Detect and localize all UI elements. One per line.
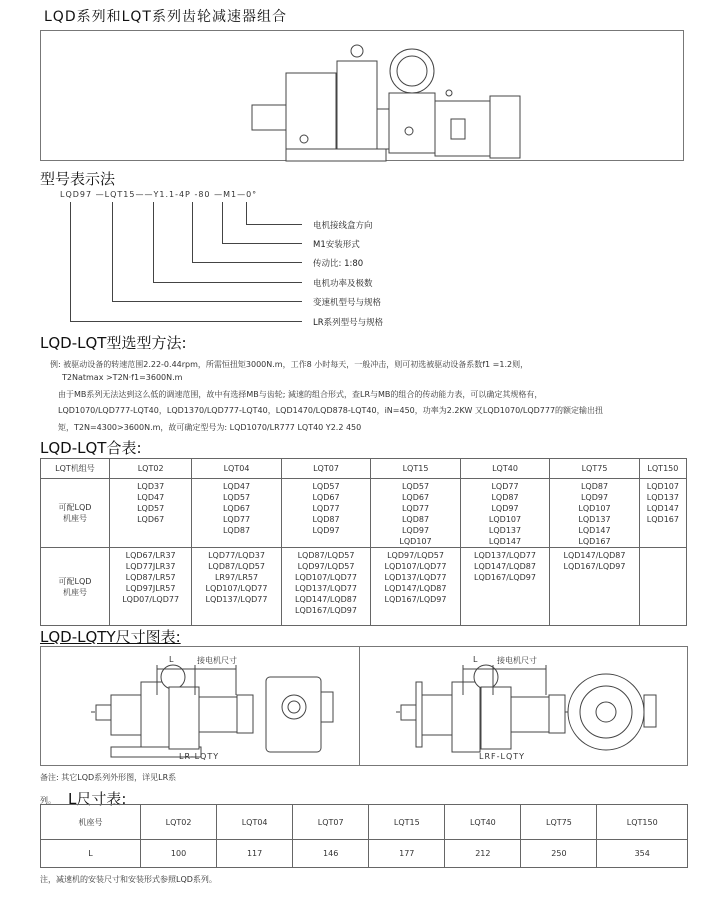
dim-l-label: L [473,655,478,664]
dim-motor-label: 接电机尺寸 [197,656,237,665]
selection-heading: LQD-LQT型选型方法: [40,334,187,352]
gear-reducer-drawing [41,31,685,162]
page-title: LQD系列和LQT系列齿轮减速器组合 [44,9,287,25]
model-code: LQD97 —LQT15——Y1.1-4P -80 —M1—0° [60,190,258,199]
combo-heading: LQD-LQT合表: [40,439,142,457]
label-variator: 变速机型号与规格 [313,298,382,308]
selection-line: T2Natmax >T2N·f1=3600N.m [62,373,183,382]
caption-lrf-lqty: LRF-LQTY [479,752,526,761]
label-junction-box: 电机接线盒方向 [313,221,373,231]
ltable-heading: L尺寸表: [68,790,127,808]
model-heading: 型号表示法 [40,170,116,188]
table-row: 可配LQD 机座号 LQD67/LR37 LQD77JLR37 LQD87/LR57 LQD97JLR57 LQD07/LQD77 LQD77/LQD37 LQD87/LQD57 LR97/LR57 LQD107/LQD77 LQD137/LQD77 LQD87/LQD57 LQD97/LQD57 LQD107/LQD77 LQD137/LQD77 LQD147/LQD87 LQD167/LQD97 LQD97/LQD57 LQD107/LQD77 LQD137/LQD77 LQD147/LQD87 LQD167/LQD97 LQD137/LQD77 LQD147/LQD87 LQD167/LQD97 LQD147/LQD87 LQD167/LQD97 [41,548,687,626]
label-ratio: 传动比: 1:80 [313,259,364,269]
table-row: L 100 117 146 177 212 250 354 [41,840,688,868]
table-header-row: LQT机组号 LQT02 LQT04 LQT07 LQT15 LQT40 LQT75 LQT150 [41,459,687,479]
caption-lr-lqty: LR-LQTY [179,752,220,761]
label-motor-power: 电机功率及极数 [313,279,373,289]
note-install: 注，减速机的安装尺寸和安装形式参照LQD系列。 [40,875,217,884]
product-image-frame [40,30,684,161]
note-other-series: 备注: 其它LQD系列外形图，详见LR系 [40,773,177,782]
dims-heading: LQD-LQTY尺寸图表: [40,628,181,646]
selection-line: 矩，T2N=4300>3600N.m，故可确定型号为: LQD1070/LR777 LQT40 Y2.2 450 [58,423,362,432]
table-header-row: 机座号 LQT02 LQT04 LQT07 LQT15 LQT40 LQT75 LQT150 [41,805,688,840]
dimension-drawings [41,647,687,765]
dim-motor-label: 接电机尺寸 [497,656,537,665]
dim-l-label: L [169,655,174,664]
note-other-series-cont: 列。 [40,796,56,805]
selection-line: 例: 被驱动设备的转速范围2.22-0.44rpm，所需恒扭矩3000N.m，工作8 小时每天，一般冲击，则可初选被驱动设备系数f1 =1.2则， [50,360,529,369]
l-dimension-table [40,804,688,868]
selection-line: 由于MB系列无法达到这么低的调速范围，故中有选择MB与齿轮; 減速的组合形式，查LR与MB的组合的传动能力表，可以确定其规格有， [58,390,543,399]
table-row: 可配LQD 机座号 LQD37 LQD47 LQD57 LQD67 LQD47 LQD57 LQD67 LQD77 LQD87 LQD57 LQD67 LQD77 LQD87 LQD97 LQD57 LQD67 LQD77 LQD87 LQD97 LQD107 LQD77 LQD87 LQD97 LQD107 LQD137 LQD147 LQD87 LQD97 LQD107 LQD137 LQD147 LQD167 LQD107 LQD137 LQD147 LQD167 [41,479,687,548]
selection-line: LQD1070/LQD777-LQT40，LQD1370/LQD777-LQT40，LQD1470/LQD878-LQT40，iN=450，功率为2.2KW 又LQD1070/LQD777的额定输出扭 [58,406,604,415]
dims-frame [40,646,688,766]
label-mounting: M1安装形式 [313,240,360,250]
label-lr-series: LR系列型号与规格 [313,318,384,328]
combo-table [40,458,687,626]
